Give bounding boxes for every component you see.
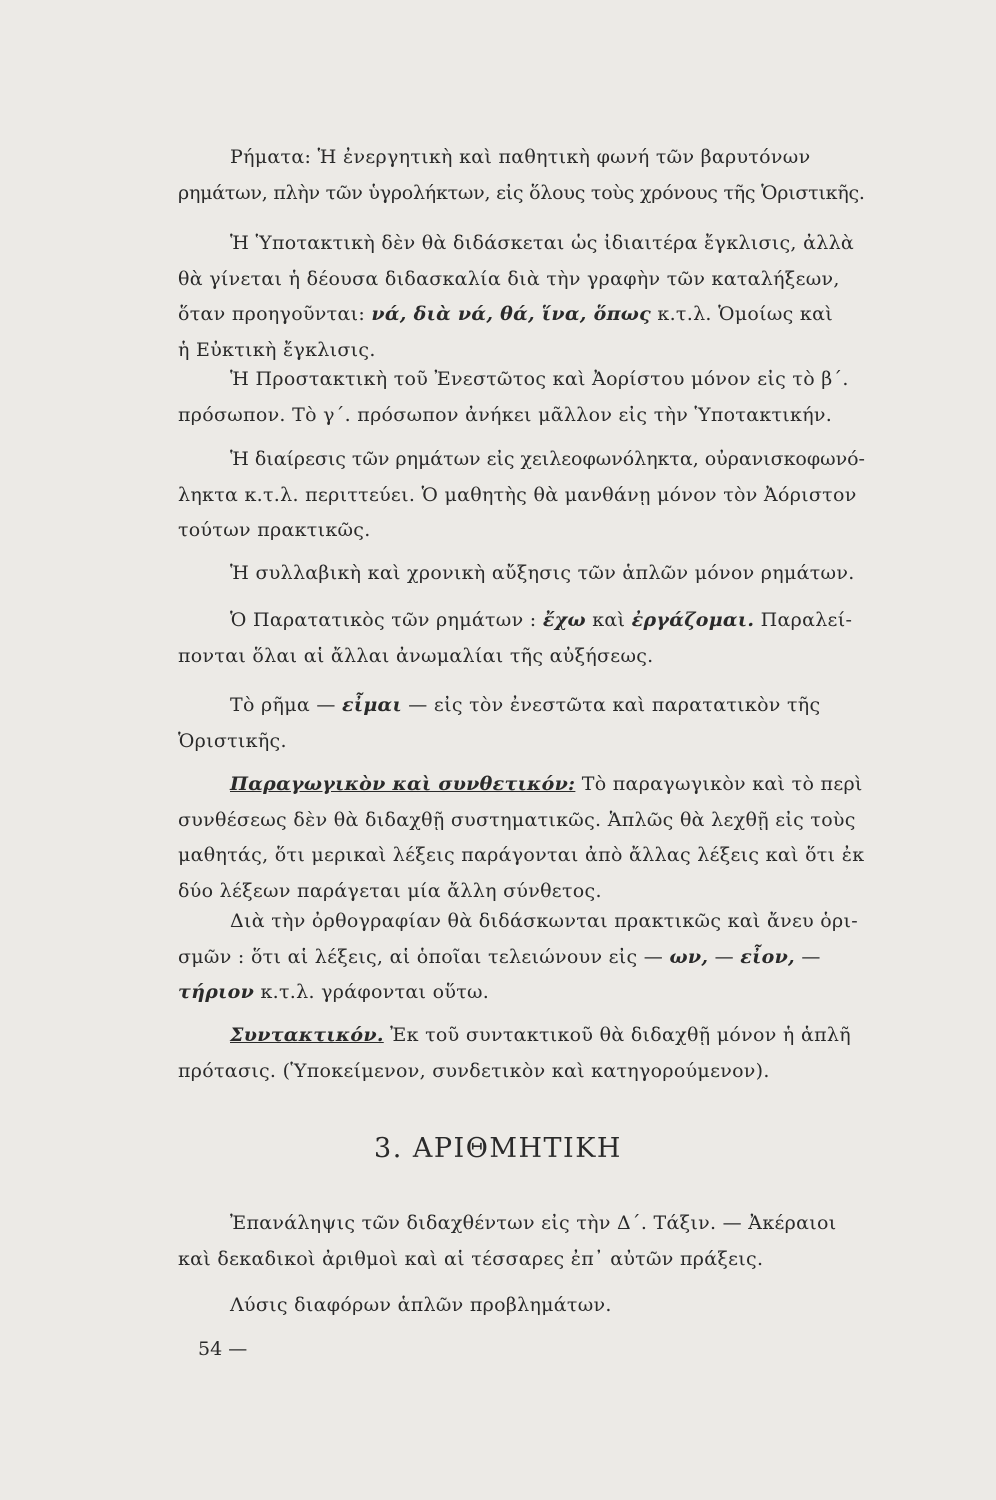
text-line: Λύσις διαφόρων ἁπλῶν προβλημάτων. (230, 1294, 612, 1316)
text-line: θὰ γίνεται ἡ δέουσα διδασκαλία διὰ τὴν γραφὴν τῶν καταλήξεων, (178, 267, 840, 290)
paragraph-problems (178, 1288, 868, 1324)
text-span: σμῶν : ὅτι αἱ λέξεις, αἱ ὁποῖαι τελειώνουν εἰς — (178, 945, 664, 968)
text-span: ὅταν προηγοῦνται: (178, 303, 366, 325)
text-line: καὶ δεκαδικοὶ ἀριθμοὶ καὶ αἱ τέσσαρες ἐπ᾽ αὐτῶν πράξεις. (178, 1247, 764, 1270)
text-span: Τὸ παραγωγικὸν καὶ τὸ περὶ (581, 773, 863, 795)
text-line: συνθέσεως δὲν θὰ διδαχθῇ συστηματικῶς. Ἁπλῶς θὰ λεχθῇ εἰς τοὺς (178, 808, 856, 831)
text-span: Ἐκ τοῦ συντακτικοῦ θὰ διδαχθῇ μόνον ἡ ἁπλῆ (390, 1024, 851, 1046)
paragraph-verb-division (178, 442, 868, 549)
section-label: Συντακτικόν. (230, 1024, 384, 1046)
paragraph-arithmetic-review (178, 1206, 868, 1277)
text-span: κ.τ.λ. γράφονται οὕτω. (260, 981, 490, 1003)
text-span: καὶ (592, 609, 626, 631)
text-line (178, 1018, 868, 1054)
text-line: δύο λέξεων παράγεται μία ἄλλη σύνθετος. (178, 879, 602, 902)
text-line (178, 975, 868, 1011)
paragraph-syntax (178, 1018, 868, 1089)
text-span: κ.τ.λ. Ὁμοίως καὶ (657, 303, 833, 325)
paragraph-imperfect (178, 603, 868, 674)
section-heading-arithmetic: 3. ΑΡΙΘΜΗΤΙΚΗ (374, 1133, 622, 1164)
text-span: Τὸ ρῆμα — (230, 694, 336, 716)
page-number: 54 — (198, 1338, 248, 1360)
paragraph-subjunctive (178, 226, 868, 368)
text-span: — (801, 945, 821, 968)
section-label: Παραγωγικὸν καὶ συνθετικόν: (230, 773, 576, 795)
text-line (178, 767, 868, 803)
emphasis-text: ων, (669, 945, 709, 968)
emphasis-text: εἶον, (740, 945, 795, 968)
text-line: πρότασις. (Ὑποκείμενον, συνδετικὸν καὶ κατηγορούμενον). (178, 1059, 770, 1082)
emphasis-text: τήριον (178, 981, 255, 1003)
text-line: Ἡ Ὑποτακτικὴ δὲν θὰ διδάσκεται ὡς ἰδιαιτέρα ἔγκλισις, ἀλλὰ (230, 232, 855, 254)
text-line (178, 688, 868, 724)
paragraph-augment (178, 556, 868, 592)
text-line: Ρήματα: Ἡ ἐνεργητικὴ καὶ παθητικὴ φωνή τῶν βαρυτόνων (230, 146, 811, 168)
paragraph-verbs (178, 140, 868, 211)
text-line: πρόσωπον. Τὸ γ΄. πρόσωπον ἀνήκει μᾶλλον εἰς τὴν Ὑποτακτικήν. (178, 403, 833, 426)
text-span: — εἰς τὸν ἐνεστῶτα καὶ παρατατικὸν τῆς (408, 694, 821, 716)
paragraph-verb-eimai (178, 688, 868, 759)
text-line: Ἐπανάληψις τῶν διδαχθέντων εἰς τὴν Δ΄. Τάξιν. — Ἀκέραιοι (230, 1212, 837, 1234)
emphasis-text: νά, διὰ νά, θά, ἵνα, ὅπως (371, 303, 652, 325)
emphasis-text: ἐργάζομαι. (631, 609, 755, 631)
text-line: Ὁριστικῆς. (178, 729, 287, 752)
text-line: πονται ὅλαι αἱ ἄλλαι ἀνωμαλίαι τῆς αὐξήσεως. (178, 644, 654, 667)
emphasis-text: ἔχω (542, 609, 586, 631)
text-line: ρημάτων, πλὴν τῶν ὑγρολήκτων, εἰς ὅλους τοὺς χρόνους τῆς Ὁριστικῆς. (178, 181, 865, 204)
text-line: ληκτα κ.τ.λ. περιττεύει. Ὁ μαθητὴς θὰ μανθάνῃ μόνον τὸν Ἀόριστον (178, 483, 857, 506)
text-span: Παραλεί- (760, 609, 853, 631)
text-line: ἡ Εὐκτικὴ ἔγκλισις. (178, 338, 376, 361)
paragraph-orthography (178, 904, 868, 1011)
text-span: Ὁ Παρατατικὸς τῶν ρημάτων : (230, 609, 537, 631)
text-line: τούτων πρακτικῶς. (178, 519, 371, 541)
text-line: Ἡ συλλαβικὴ καὶ χρονικὴ αὔξησις τῶν ἁπλῶν μόνον ρημάτων. (230, 562, 855, 584)
text-line (178, 940, 868, 976)
text-line: Διὰ τὴν ὀρθογραφίαν θὰ διδάσκωνται πρακτικῶς καὶ ἄνευ ὁρι- (230, 910, 858, 932)
emphasis-text: εἶμαι (341, 694, 402, 716)
text-line: Ἡ διαίρεσις τῶν ρημάτων εἰς χειλεοφωνόληκτα, οὐρανισκοφωνό- (230, 448, 865, 470)
text-line: μαθητάς, ὅτι μερικαὶ λέξεις παράγονται ἀπὸ ἄλλας λέξεις καὶ ὅτι ἐκ (178, 844, 865, 866)
paragraph-imperative (178, 362, 868, 433)
text-span: — (714, 945, 734, 968)
text-line (178, 603, 868, 639)
paragraph-derivation (178, 767, 868, 909)
text-line: Ἡ Προστακτικὴ τοῦ Ἐνεστῶτος καὶ Ἀορίστου μόνον εἰς τὸ β΄. (230, 368, 849, 390)
text-line (178, 297, 868, 333)
